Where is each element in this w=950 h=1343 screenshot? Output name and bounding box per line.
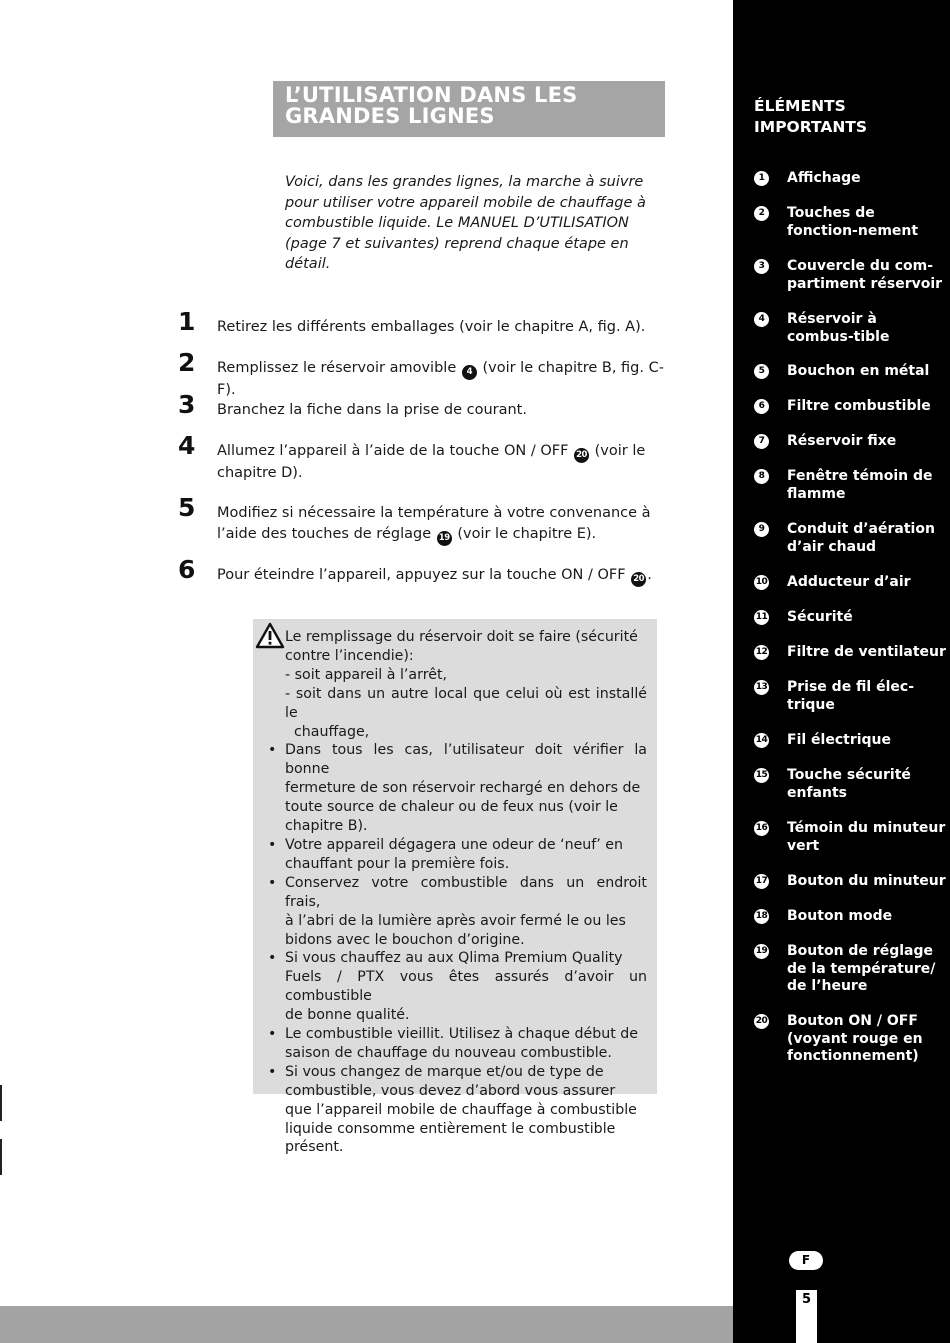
step-text-part: Pour éteindre l’appareil, appuyez sur la touche ON / OFF bbox=[217, 567, 626, 583]
element-label: Adducteur d’air bbox=[787, 574, 911, 590]
reference-number-badge: 19 bbox=[437, 531, 452, 546]
element-number: 18 bbox=[754, 909, 769, 924]
step-text-part: Allumez l’appareil à l’aide de la touche ON / OFF bbox=[217, 443, 569, 459]
element-number: 17 bbox=[754, 874, 769, 889]
reference-number-badge: 20 bbox=[574, 448, 589, 463]
element-number: 15 bbox=[754, 768, 769, 783]
reference-number-badge: 20 bbox=[631, 572, 646, 587]
warning-line: Le remplissage du réservoir doit se faire (sécurité bbox=[285, 629, 638, 645]
warning-line: Le combustible vieillit. Utilisez à chaque début de bbox=[285, 1026, 639, 1043]
element-number: 2 bbox=[754, 206, 769, 221]
warning-bullet bbox=[268, 1063, 647, 1158]
warning-line: Fuels / PTX vous êtes assurés d’avoir un combustible bbox=[285, 969, 647, 1005]
element-label: Prise de fil élec-trique bbox=[787, 679, 915, 713]
step-text-part: Remplissez le réservoir amovible bbox=[217, 360, 457, 376]
step-number: 6 bbox=[178, 555, 196, 584]
warning-line: contre l’incendie): bbox=[285, 647, 414, 664]
element-label: Réservoir à combus-tible bbox=[787, 311, 890, 345]
warning-box bbox=[253, 619, 657, 1156]
warning-bullet bbox=[268, 836, 647, 874]
warning-text bbox=[268, 628, 647, 1157]
step-text bbox=[217, 441, 672, 484]
warning-line: de bonne qualité. bbox=[285, 1007, 410, 1024]
element-label: Conduit d’aération d’air chaud bbox=[787, 521, 935, 555]
element-label: Touches de fonction-nement bbox=[787, 205, 919, 239]
element-label: Réservoir fixe bbox=[787, 433, 897, 449]
element-number: 6 bbox=[754, 399, 769, 414]
element-number: 13 bbox=[754, 680, 769, 695]
step-text bbox=[217, 503, 672, 546]
step-number: 5 bbox=[178, 493, 196, 522]
element-label: Bouton du minuteur bbox=[787, 873, 946, 889]
reference-number-badge: 4 bbox=[462, 365, 477, 380]
step-text-part: (voir le chapitre E). bbox=[457, 526, 597, 542]
page-number: 5 bbox=[801, 1292, 812, 1307]
warning-bullet bbox=[268, 741, 647, 836]
page-title bbox=[285, 85, 577, 127]
element-number: 16 bbox=[754, 821, 769, 836]
element-number: 4 bbox=[754, 312, 769, 327]
warning-triangle-icon bbox=[255, 622, 285, 650]
element-label: Touche sécurité enfants bbox=[787, 767, 911, 801]
element-label: Fenêtre témoin de flamme bbox=[787, 468, 933, 502]
step-text-part: l’aide des touches de réglage bbox=[217, 526, 432, 542]
element-number: 12 bbox=[754, 645, 769, 660]
step-text-part: (voir le chapitre B, fig. C-F). bbox=[217, 360, 664, 398]
element-label: Fil électrique bbox=[787, 732, 892, 748]
warning-line: Conservez votre combustible dans un endroit frais, bbox=[285, 874, 647, 910]
bullet-dot: • bbox=[268, 1063, 277, 1080]
warning-line: chauffant pour la première fois. bbox=[285, 855, 510, 872]
margin-mark bbox=[0, 1139, 2, 1175]
step-text-part: Modifiez si nécessaire la température à votre convenance à bbox=[217, 505, 651, 521]
step-number: 1 bbox=[178, 307, 196, 336]
language-badge: F bbox=[789, 1251, 823, 1270]
element-number: 19 bbox=[754, 944, 769, 959]
title-banner bbox=[273, 81, 665, 137]
element-number: 9 bbox=[754, 522, 769, 537]
warning-line: saison de chauffage du nouveau combustible. bbox=[285, 1044, 612, 1061]
warning-line: fermeture de son réservoir rechargé en dehors de bbox=[285, 780, 641, 797]
element-number: 3 bbox=[754, 259, 769, 274]
page-title-line-1: L’UTILISATION DANS LES bbox=[285, 83, 578, 107]
step-text-part: chapitre D). bbox=[217, 465, 303, 481]
element-number: 7 bbox=[754, 434, 769, 449]
warning-line: - soit dans un autre local que celui où est installé le bbox=[285, 685, 647, 721]
element-label: Filtre combustible bbox=[787, 398, 931, 414]
bullet-dot: • bbox=[268, 1026, 277, 1043]
warning-bullet bbox=[268, 949, 647, 1025]
element-number: 20 bbox=[754, 1014, 769, 1029]
step-number: 4 bbox=[178, 431, 196, 460]
element-label: Couvercle du com-partiment réservoir bbox=[787, 258, 943, 292]
element-label: Bouton de réglage de la température/ de l’heure bbox=[787, 943, 936, 994]
bullet-dot: • bbox=[268, 950, 277, 967]
footer-band bbox=[0, 1306, 733, 1343]
element-number: 11 bbox=[754, 610, 769, 625]
page-number-box bbox=[796, 1290, 817, 1343]
element-label: Filtre de ventilateur bbox=[787, 644, 946, 660]
sidebar bbox=[733, 0, 950, 1343]
bullet-dot: • bbox=[268, 836, 277, 853]
warning-line: présent. bbox=[285, 1139, 344, 1156]
warning-bullet bbox=[268, 1025, 647, 1063]
warning-line: liquide consomme entièrement le combustible bbox=[285, 1120, 616, 1137]
warning-line: Si vous chauffez au aux Qlima Premium Quality bbox=[285, 950, 623, 967]
warning-line: chapitre B). bbox=[285, 818, 368, 835]
warning-line: toute source de chaleur ou de feux nus (voir le bbox=[285, 799, 618, 816]
warning-line: Si vous changez de marque et/ou de type de bbox=[285, 1063, 604, 1080]
warning-bullet bbox=[268, 874, 647, 950]
step-number: 3 bbox=[178, 390, 196, 419]
warning-line: à l’abri de la lumière après avoir fermé le ou les bbox=[285, 912, 626, 929]
element-label: Bouton mode bbox=[787, 908, 893, 924]
page-title-line-2: GRANDES LIGNES bbox=[285, 104, 495, 128]
element-number: 1 bbox=[754, 171, 769, 186]
element-number: 10 bbox=[754, 575, 769, 590]
step-text: Retirez les différents emballages (voir le chapitre A, fig. A). bbox=[217, 319, 646, 335]
bullet-dot: • bbox=[268, 742, 277, 759]
bullet-dot: • bbox=[268, 874, 277, 891]
intro-paragraph: Voici, dans les grandes lignes, la marche à suivre pour utiliser votre appareil mobile de chauffage à combustible liquide. Le MANUEL D’UTILISATION (page 7 et suivantes) reprend chaque étape en détail. bbox=[285, 174, 646, 272]
warning-line: - soit appareil à l’arrêt, bbox=[285, 666, 448, 683]
warning-line: bidons avec le bouchon d’origine. bbox=[285, 931, 525, 948]
element-label: Sécurité bbox=[787, 609, 853, 625]
warning-line: Votre appareil dégagera une odeur de ‘neuf’ en bbox=[285, 836, 624, 853]
step-text bbox=[217, 565, 672, 587]
step-text-part: (voir le bbox=[594, 443, 646, 459]
element-label: Bouchon en métal bbox=[787, 363, 930, 379]
warning-line: combustible, vous devez d’abord vous assurer bbox=[285, 1082, 616, 1099]
element-number: 8 bbox=[754, 469, 769, 484]
element-number: 5 bbox=[754, 364, 769, 379]
warning-line: chauffage, bbox=[294, 723, 370, 740]
step-number: 2 bbox=[178, 348, 196, 377]
element-label: Témoin du minuteur vert bbox=[787, 820, 946, 854]
warning-line: Dans tous les cas, l’utilisateur doit vérifier la bonne bbox=[285, 742, 647, 778]
step-text-part: . bbox=[647, 567, 652, 583]
sidebar-title: ÉLÉMENTS IMPORTANTS bbox=[754, 97, 868, 136]
element-number: 14 bbox=[754, 733, 769, 748]
warning-line: que l’appareil mobile de chauffage à combustible bbox=[285, 1101, 637, 1118]
element-label: Affichage bbox=[787, 170, 861, 186]
step-text: Branchez la fiche dans la prise de courant. bbox=[217, 402, 527, 418]
element-label: Bouton ON / OFF (voyant rouge en fonctionnement) bbox=[787, 1013, 923, 1064]
step-text bbox=[217, 358, 672, 401]
margin-mark bbox=[0, 1085, 2, 1121]
